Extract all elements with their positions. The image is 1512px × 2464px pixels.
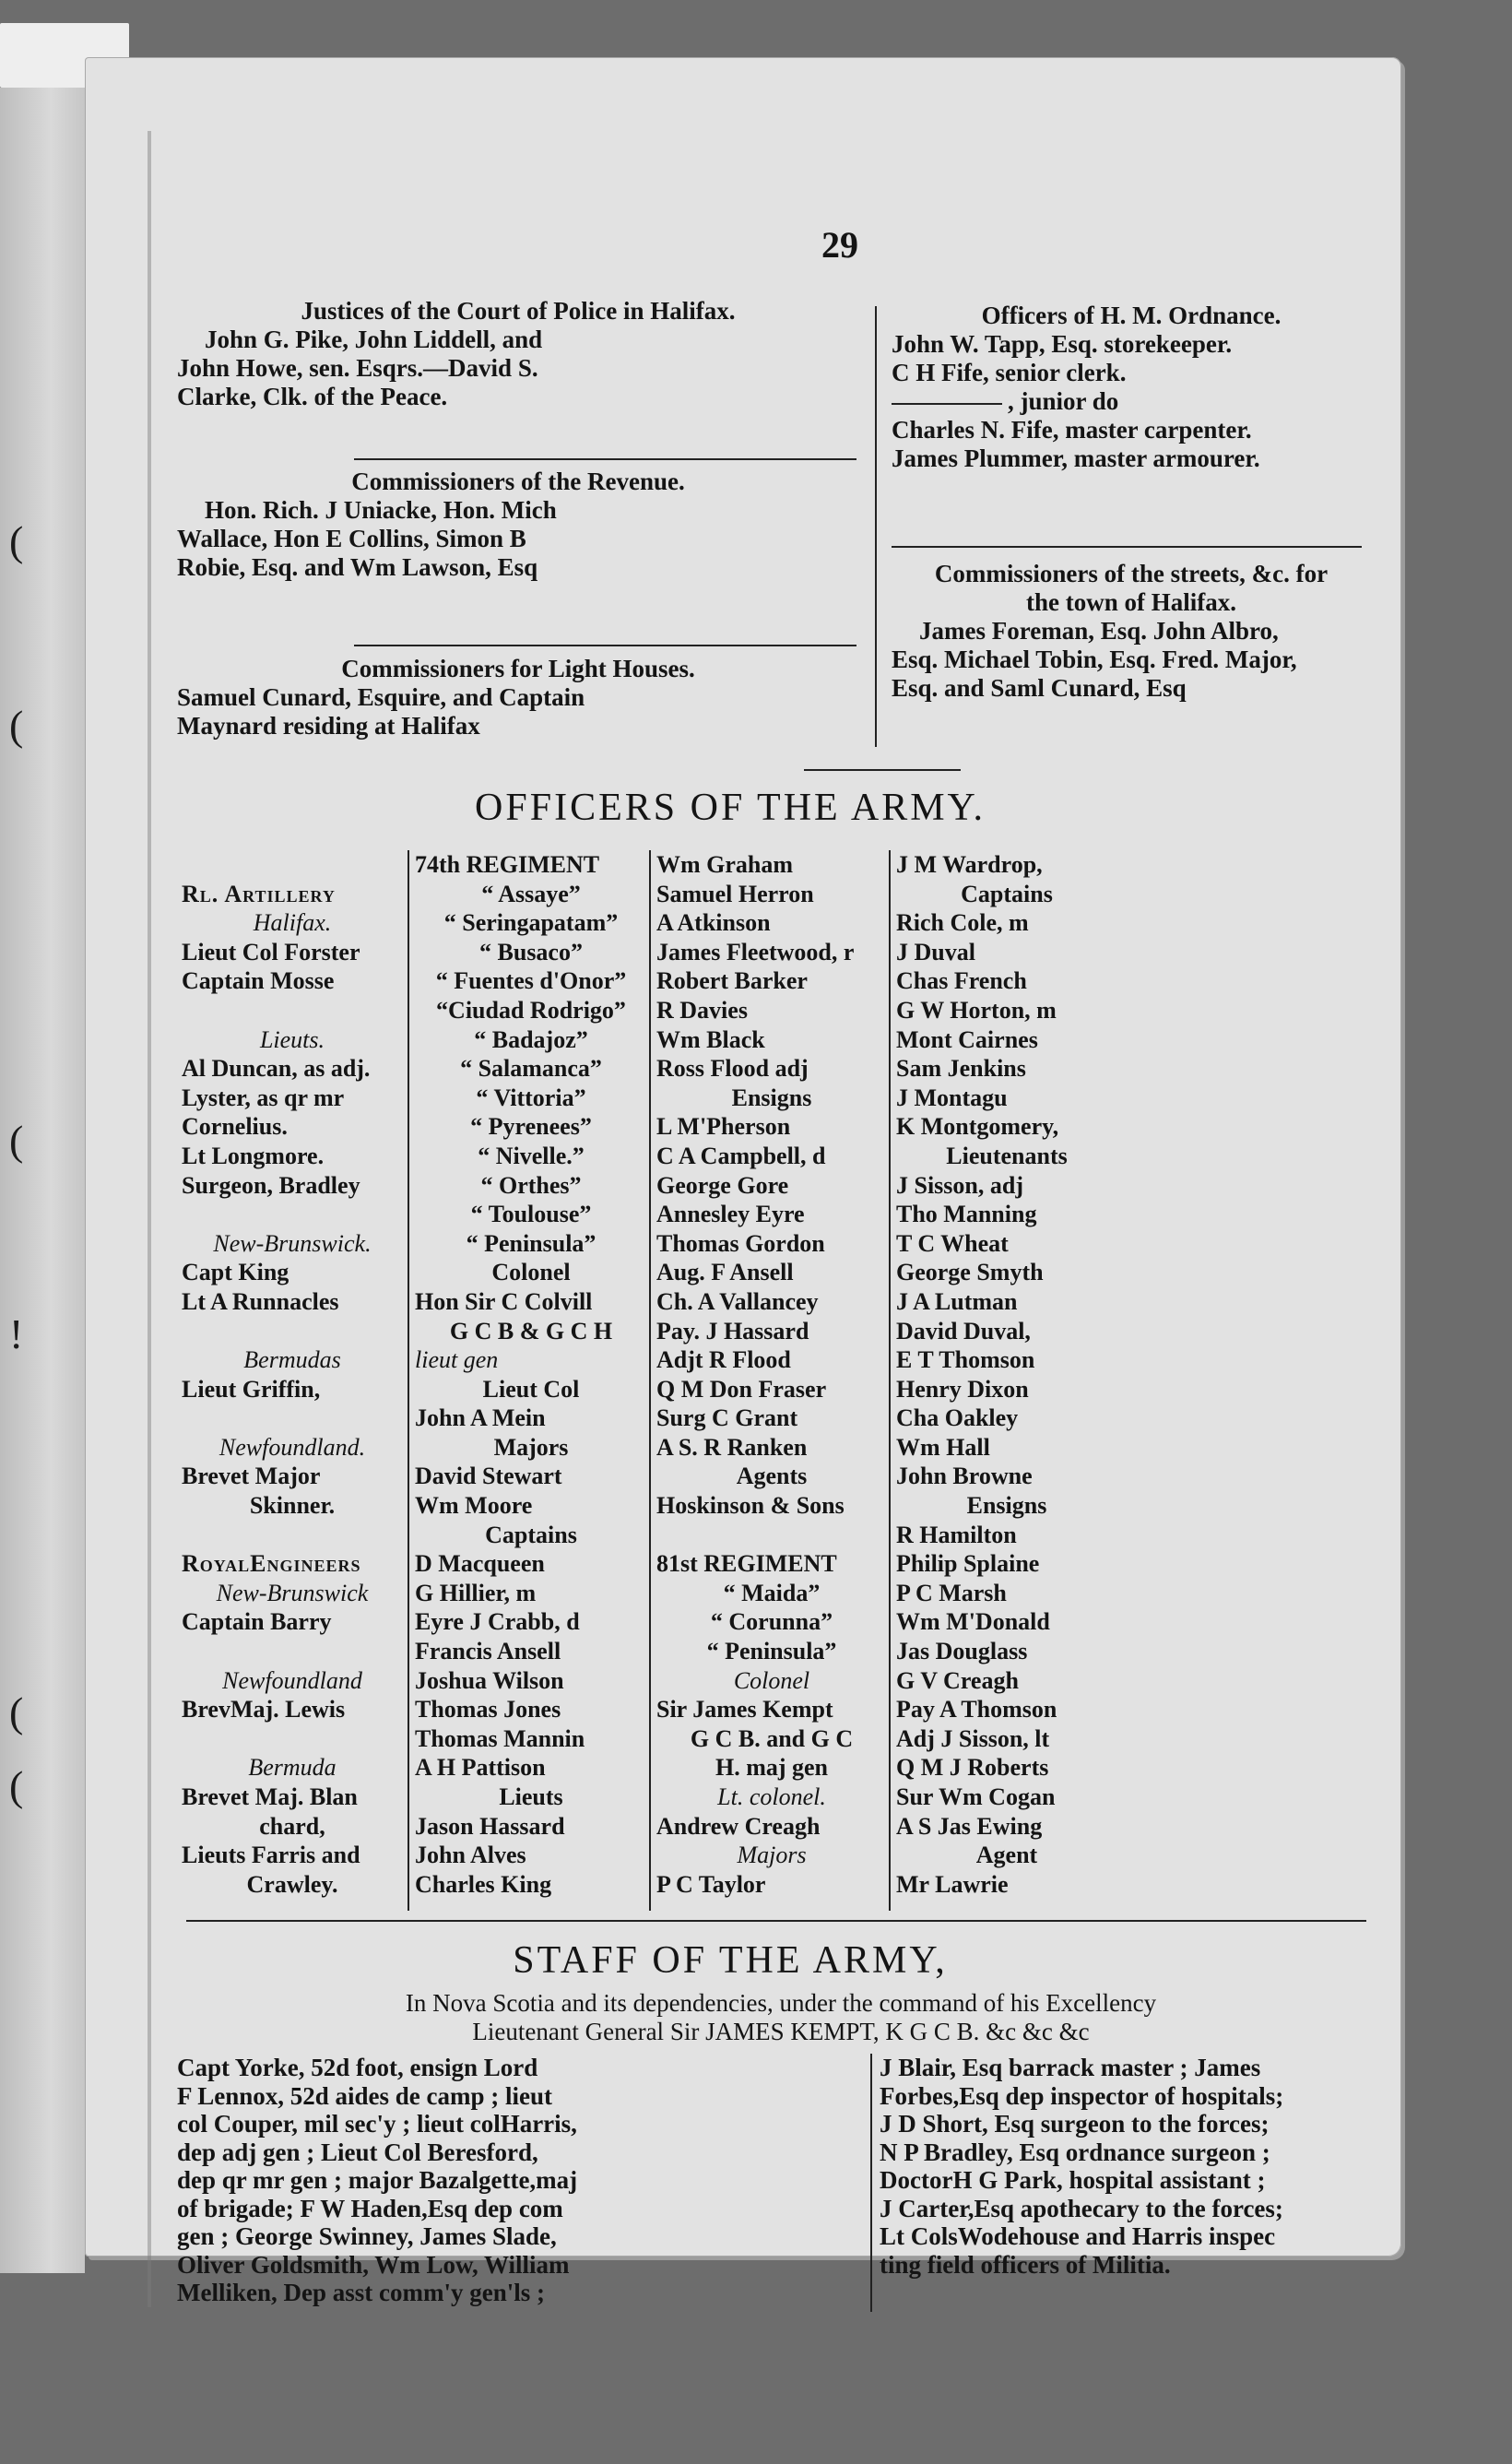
army-entry: Captains (485, 1521, 577, 1548)
army-entry: J Duval (896, 938, 975, 965)
streets-line: James Foreman, Esq. John Albro, (919, 617, 1279, 645)
column-divider (870, 2054, 872, 2312)
army-entry: RoyalEngineers (182, 1550, 361, 1578)
army-column-4 (896, 850, 1117, 1899)
army-entry (182, 1317, 403, 1346)
revenue-heading: Commissioners of the Revenue. (351, 468, 685, 495)
ordnance-line: Charles N. Fife, master carpenter. (892, 416, 1252, 444)
staff-line: J D Short, Esq surgeon to the forces; (880, 2110, 1270, 2138)
army-entry: Sir James Kempt (656, 1696, 833, 1724)
staff-line: DoctorH G Park, hospital assistant ; (880, 2166, 1266, 2194)
army-heading: OFFICERS OF THE ARMY. (475, 787, 986, 829)
army-entry: Thomas Jones (415, 1696, 561, 1724)
ordnance-line: John W. Tapp, Esq. storekeeper. (892, 330, 1233, 358)
streets-line: Esq. Michael Tobin, Esq. Fred. Major, (892, 646, 1297, 673)
army-entry: P C Marsh (896, 1579, 1007, 1606)
army-entry: David Duval, (896, 1317, 1031, 1345)
army-entry: Jas Douglass (896, 1638, 1028, 1665)
army-entry: Hon Sir C Colvill (415, 1287, 593, 1315)
army-column-3 (656, 850, 887, 1899)
staff-line: J Blair, Esq barrack master ; James (880, 2054, 1261, 2081)
army-entry: Adj J Sisson, lt (896, 1724, 1050, 1752)
staff-line: Forbes,Esq dep inspector of hospitals; (880, 2081, 1284, 2110)
army-entry: Ensigns (731, 1084, 812, 1111)
army-entry: Halifax. (253, 909, 332, 937)
army-entry: Wm Moore (415, 1492, 533, 1520)
army-entry: Captain Mosse (182, 967, 335, 995)
army-entry: Rich Cole, m (896, 909, 1029, 937)
army-entry: Eyre J Crabb, d (415, 1608, 580, 1636)
army-entry: Colonel (733, 1666, 810, 1694)
justices-line: John Howe, sen. Esqrs.—David S. (177, 354, 538, 382)
staff-line: Capt Yorke, 52d foot, ensign Lord (177, 2054, 538, 2081)
army-entry: “ Maida” (723, 1579, 821, 1606)
army-column-2 (415, 850, 647, 1899)
army-entry: A Atkinson (656, 909, 771, 937)
army-entry: G V Creagh (896, 1666, 1019, 1694)
section-rule (804, 769, 961, 771)
army-entry: A S. R Ranken (656, 1433, 808, 1461)
army-entry (182, 1521, 403, 1550)
army-entry: John A Mein (415, 1404, 546, 1432)
army-entry: E T Thomson (896, 1346, 1035, 1374)
ordnance-line: C H Fife, senior clerk. (892, 359, 1127, 386)
staff-subheading (168, 1989, 1394, 2046)
army-entry: “ Corunna” (710, 1608, 833, 1636)
army-entry: Mont Cairnes (896, 1025, 1038, 1053)
army-entry: Cornelius. (182, 1113, 288, 1141)
staff-line: Lt ColsWodehouse and Harris inspec (880, 2222, 1276, 2250)
army-entry: Newfoundland (222, 1666, 362, 1694)
army-entry: George Gore (656, 1171, 789, 1199)
revenue-line: Robie, Esq. and Wm Lawson, Esq (177, 553, 538, 581)
army-entry: Captain Barry (182, 1608, 332, 1636)
army-entry: Brevet Maj. Blan (182, 1783, 358, 1810)
army-entry: “Ciudad Rodrigo” (436, 996, 626, 1024)
army-entry: Captains (961, 880, 1053, 907)
facing-page-edge (0, 88, 85, 2273)
army-entry: Adjt R Flood (656, 1346, 791, 1374)
justices-line: Clarke, Clk. of the Peace. (177, 383, 448, 410)
army-entry: Lieuts (499, 1783, 563, 1810)
army-entry: Philip Splaine (896, 1550, 1040, 1578)
army-entry: Bermudas (243, 1346, 341, 1374)
army-entry: J A Lutman (896, 1287, 1018, 1315)
army-entry: Lieuts Farris and (182, 1842, 360, 1869)
rule (354, 458, 856, 460)
army-entry: New-Brunswick (216, 1579, 369, 1606)
army-entry: 74th REGIMENT (415, 851, 600, 878)
army-entry: Lieut Col (482, 1375, 580, 1403)
army-entry: Andrew Creagh (656, 1812, 821, 1840)
army-entry: “ Pyrenees” (470, 1113, 592, 1141)
staff-right-column (880, 2054, 1377, 2279)
army-entry: L M'Pherson (656, 1113, 791, 1141)
army-entry: Lt. colonel. (717, 1783, 826, 1810)
light-houses-line: Samuel Cunard, Esquire, and Captain (177, 683, 585, 711)
army-entry: T C Wheat (896, 1229, 1009, 1257)
army-entry: David Stewart (415, 1463, 562, 1490)
staff-line: N P Bradley, Esq ordnance surgeon ; (880, 2138, 1270, 2166)
staff-line: of brigade; F W Haden,Esq dep com (177, 2194, 563, 2222)
army-entry: G Hillier, m (415, 1579, 537, 1606)
staff-line: J Carter,Esq apothecary to the forces; (880, 2194, 1283, 2222)
army-entry: “ Assaye” (481, 880, 581, 907)
army-column-1 (182, 850, 403, 1899)
army-entry: John Browne (896, 1463, 1033, 1490)
army-entry: Sam Jenkins (896, 1055, 1026, 1083)
army-entry: James Fleetwood, r (656, 938, 855, 965)
army-entry: G C B. and G C (690, 1724, 854, 1752)
army-entry: chard, (259, 1812, 325, 1840)
army-entry: “ Vittoria” (476, 1084, 586, 1111)
staff-line: gen ; George Swinney, James Slade, (177, 2222, 557, 2250)
army-entry: Sur Wm Cogan (896, 1783, 1056, 1810)
army-entry: Thomas Gordon (656, 1229, 825, 1257)
army-entry: “ Salamanca” (460, 1055, 602, 1083)
army-entry: Capt King (182, 1259, 289, 1286)
army-entry: John Alves (415, 1842, 526, 1869)
army-entry: A S Jas Ewing (896, 1812, 1043, 1840)
rule (354, 645, 856, 646)
army-entry: “ Nivelle.” (478, 1142, 585, 1169)
army-entry: Pay. J Hassard (656, 1317, 809, 1345)
army-entry: G W Horton, m (896, 996, 1057, 1024)
army-entry: George Smyth (896, 1259, 1044, 1286)
army-entry: “ Busaco” (479, 938, 583, 965)
army-entry: Q M J Roberts (896, 1754, 1049, 1782)
army-entry: R Hamilton (896, 1521, 1017, 1548)
army-entry: Robert Barker (656, 967, 808, 995)
column-divider (875, 306, 877, 747)
army-entry: Wm M'Donald (896, 1608, 1050, 1636)
army-entry: A H Pattison (415, 1754, 546, 1782)
army-entry: Al Duncan, as adj. (182, 1055, 371, 1083)
army-entry: Wm Hall (896, 1433, 990, 1461)
rule (186, 1920, 1366, 1922)
army-entry: “ Peninsula” (706, 1638, 837, 1665)
army-entry: Skinner. (249, 1492, 336, 1520)
staff-heading: STAFF OF THE ARMY, (513, 1939, 948, 1982)
army-entry: Lieutenants (946, 1142, 1068, 1169)
army-entry: Cha Oakley (896, 1404, 1019, 1432)
army-entry: Jason Hassard (415, 1812, 565, 1840)
army-entry: J M Wardrop, (896, 851, 1043, 878)
army-entry: P C Taylor (656, 1870, 766, 1898)
army-entry: “ Toulouse” (470, 1201, 592, 1228)
army-entry: Charles King (415, 1870, 552, 1898)
army-entry: Lyster, as qr mr (182, 1084, 345, 1111)
army-entry: Ch. A Vallancey (656, 1287, 819, 1315)
army-entry (182, 850, 403, 880)
army-entry: 81st REGIMENT (656, 1550, 837, 1578)
army-entry: Tho Manning (896, 1201, 1037, 1228)
army-entry: J Sisson, adj (896, 1171, 1023, 1199)
streets-line: Esq. and Saml Cunard, Esq (892, 674, 1187, 702)
army-entry: Ensigns (966, 1492, 1047, 1520)
revenue-line: Hon. Rich. J Uniacke, Hon. Mich (205, 496, 557, 524)
streets-block (892, 560, 1371, 703)
army-entry: Q M Don Fraser (656, 1375, 827, 1403)
staff-line: col Couper, mil sec'y ; lieut colHarris, (177, 2110, 577, 2138)
army-entry: Mr Lawrie (896, 1870, 1009, 1898)
army-entry: Lieuts. (259, 1025, 325, 1053)
army-entry: Hoskinson & Sons (656, 1492, 845, 1520)
army-entry: Newfoundland. (219, 1433, 366, 1461)
ordnance-heading: Officers of H. M. Ordnance. (981, 302, 1282, 329)
army-entry (182, 1724, 403, 1754)
army-entry: Majors (493, 1433, 569, 1461)
light-houses-block (177, 655, 859, 740)
army-entry: Lieut Griffin, (182, 1375, 321, 1403)
army-entry: Aug. F Ansell (656, 1259, 794, 1286)
army-entry: lieut gen (415, 1346, 499, 1374)
army-entry: “ Peninsula” (466, 1229, 597, 1257)
staff-line: dep qr mr gen ; major Bazalgette,maj (177, 2166, 578, 2194)
army-entry: Lieut Col Forster (182, 938, 360, 965)
justices-block (177, 297, 859, 411)
army-entry: K Montgomery, (896, 1113, 1059, 1141)
ordnance-line: James Plummer, master armourer. (892, 444, 1260, 472)
army-entry: Agent (975, 1842, 1038, 1869)
army-entry: R Davies (656, 996, 748, 1024)
staff-subheading-line: In Nova Scotia and its dependencies, under the command of his Excellency (405, 1989, 1157, 2017)
army-entry (182, 996, 403, 1025)
army-entry: Crawley. (246, 1870, 338, 1898)
revenue-line: Wallace, Hon E Collins, Simon B (177, 525, 526, 552)
army-entry: Surgeon, Bradley (182, 1171, 360, 1199)
army-entry: Majors (737, 1842, 807, 1869)
army-entry: Wm Graham (656, 851, 794, 878)
army-entry: New-Brunswick. (213, 1229, 372, 1257)
dash-rule (892, 403, 1002, 405)
army-entry: Annesley Eyre (656, 1201, 805, 1228)
army-entry: Lt Longmore. (182, 1142, 325, 1169)
staff-left-column (177, 2054, 864, 2307)
army-entry: Joshua Wilson (415, 1666, 564, 1694)
army-entry: Lt A Runnacles (182, 1287, 339, 1315)
army-entry: “ Orthes” (480, 1171, 582, 1199)
justices-line: John G. Pike, John Liddell, and (205, 326, 543, 353)
army-entry: Brevet Major (182, 1463, 321, 1490)
army-entry: Pay A Thomson (896, 1696, 1057, 1724)
army-entry: Agents (736, 1463, 808, 1490)
army-entry: Ross Flood adj (656, 1055, 809, 1083)
army-entry: Thomas Mannin (415, 1724, 585, 1752)
column-divider (889, 850, 891, 1911)
page-number: 29 (821, 224, 858, 266)
document-page (85, 57, 1401, 2306)
army-entry: BrevMaj. Lewis (182, 1696, 346, 1724)
army-entry: “ Fuentes d'Onor” (435, 967, 627, 995)
army-entry: Bermuda (248, 1754, 337, 1782)
army-entry: “ Badajoz” (474, 1025, 588, 1053)
staff-line: Melliken, Dep asst comm'y gen'ls ; (177, 2279, 545, 2306)
army-entry: Colonel (491, 1259, 571, 1286)
rule (892, 546, 1362, 548)
staff-line: ting field officers of Militia. (880, 2250, 1171, 2279)
column-divider (649, 850, 651, 1911)
army-entry: Henry Dixon (896, 1375, 1029, 1403)
army-entry: H. maj gen (715, 1754, 829, 1782)
army-entry: C A Campbell, d (656, 1142, 826, 1169)
army-entry: D Macqueen (415, 1550, 545, 1578)
staff-line: dep adj gen ; Lieut Col Beresford, (177, 2138, 538, 2166)
light-houses-heading: Commissioners for Light Houses. (341, 655, 695, 682)
army-entry: “ Seringapatam” (443, 909, 619, 937)
army-entry: Rl. Artillery (182, 880, 336, 907)
streets-heading: Commissioners of the streets, &c. for (934, 560, 1329, 587)
staff-line: F Lennox, 52d aides de camp ; lieut (177, 2081, 553, 2110)
army-entry (182, 1637, 403, 1666)
army-entry: Samuel Herron (656, 880, 814, 907)
army-entry (182, 1200, 403, 1229)
ordnance-block (892, 302, 1371, 473)
staff-line: Oliver Goldsmith, Wm Low, William (177, 2250, 570, 2279)
army-entry: Chas French (896, 967, 1027, 995)
light-houses-line: Maynard residing at Halifax (177, 712, 480, 740)
ordnance-line: , junior do (1008, 387, 1119, 415)
streets-heading: the town of Halifax. (1026, 588, 1236, 616)
page-gutter (148, 131, 151, 2307)
justices-heading: Justices of the Court of Police in Halifax. (301, 297, 736, 325)
revenue-block (177, 468, 859, 582)
army-entry: G C B & G C H (449, 1317, 613, 1345)
army-entry (656, 1521, 887, 1550)
army-entry (182, 1404, 403, 1433)
staff-subheading-line: Lieutenant General Sir JAMES KEMPT, K G C B. &c &c &c (472, 2018, 1090, 2045)
army-entry: Francis Ansell (415, 1638, 561, 1665)
army-entry: J Montagu (896, 1084, 1008, 1111)
army-entry: Wm Black (656, 1025, 765, 1053)
army-entry: Surg C Grant (656, 1404, 798, 1432)
column-divider (408, 850, 409, 1911)
